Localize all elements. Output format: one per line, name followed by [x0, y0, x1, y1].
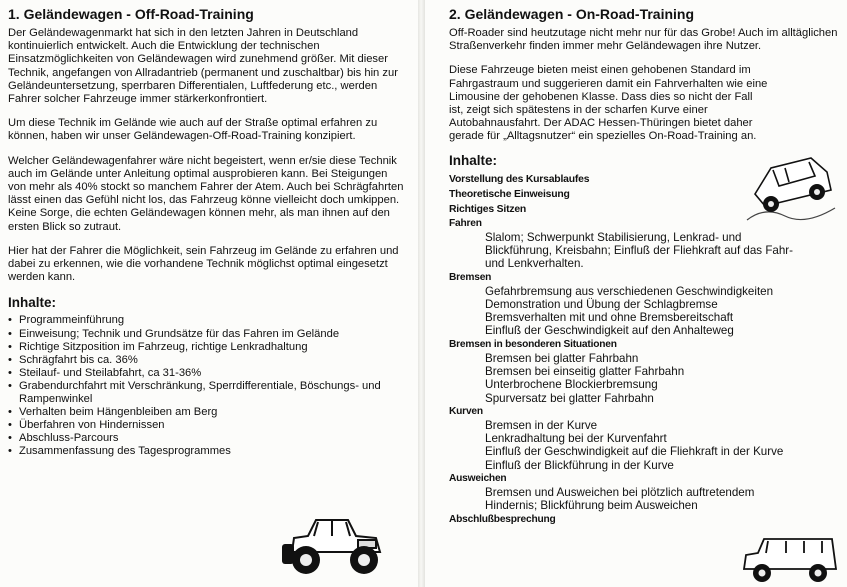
section-heading-bremsen: Bremsen [449, 271, 492, 283]
right-paragraph-2: Diese Fahrzeuge bieten meist einen gehobenen Standard im Fahrgastraum und suggerieren damit ein Fahrverhalten wie eine Limousine der gehobenen Klasse. Dass dies so nicht der Fall ist, zeigt sich spätestens in der scharfen Kurve einer Autobahnausfahrt. Der ADAC Hessen-Thüringen bietet daher gerade für „Alltagsnutzer“ ein spezielles On-Road-Training an. [449, 64, 768, 143]
section-heading-bremsen-besondere: Bremsen in besonderen Situationen [449, 338, 617, 350]
section-item: Bremsverhalten mit und ohne Bremsbereitschaft [485, 311, 734, 325]
section-heading-fahren: Fahren [449, 217, 482, 229]
list-item: • Zusammenfassung des Tagesprogrammes [8, 445, 408, 458]
left-contents-heading: Inhalte: [8, 295, 57, 311]
section-item: Bremsen in der Kurve [485, 418, 598, 432]
left-paragraph-2: Um diese Technik im Gelände wie auch auf der Straße optimal erfahren zu können, haben wir unser Geländewagen-Off-Road-Training konzipiert. [8, 117, 378, 143]
section-item: Einfluß der Geschwindigkeit auf den Anhalteweg [485, 324, 734, 338]
closing-item: Abschlußbesprechung [449, 513, 556, 525]
list-item: • Verhalten beim Hängenbleiben am Berg [8, 406, 408, 419]
jeep-wrangler-icon [278, 508, 388, 580]
right-contents-heading: Inhalte: [449, 152, 498, 168]
list-item: • Abschluss-Parcours [8, 432, 408, 445]
list-item: • Richtige Sitzposition im Fahrzeug, richtige Lenkradhaltung [8, 341, 408, 354]
left-paragraph-1: Der Geländewagenmarkt hat sich in den letzten Jahren in Deutschland kontinuierlich entwickelt. Auch die Entwicklung der technischen Einsatzmöglichkeiten von Geländewagen wird zunehmend größer. Mit dieser Technik, angefangen von Allradantrieb (permanent und zuschaltbar) bis hin zur Geländeuntersetzung, sperrbaren Differentialen, Luftfederung etc., werden Fahrer solcher Fahrzeuge immer stärkerkonfrontiert. [8, 27, 398, 106]
left-paragraph-3: Welcher Geländewagenfahrer wäre nicht begeistert, wenn er/sie diese Technik auch im Gelände unter Anleitung optimal ausprobieren kann. Bei Steigungen von mehr als 40% stockt so manchem Fahrer der Atem. Auch bei Schrägfahrten lässt einen das Gefühl nicht los, das Fahrzeug könne vielleicht doch umkippen. Keine Sorge, die echten Geländewagen können mehr, als man ihnen auf den ersten Blick so zutraut. [8, 154, 404, 233]
left-title: 1. Geländewagen - Off-Road-Training [8, 6, 254, 22]
section-item: Slalom; Schwerpunkt Stabilisierung, Lenkrad- und Blickführung, Kreisbahn; Einfluß der Fliehkraft auf das Fahr- und Lenkverhalten. [485, 230, 794, 271]
list-item: • Schrägfahrt bis ca. 36% [8, 354, 408, 367]
section-item: Unterbrochene Blockierbremsung [485, 378, 658, 392]
page-spine [418, 0, 425, 587]
section-heading-ausweichen: Ausweichen [449, 473, 507, 485]
suv-gwagen-icon [740, 535, 840, 585]
right-paragraph-1: Off-Roader sind heutzutage nicht mehr nur für das Grobe! Auch im alltäglichen Straßenverkehr finden immer mehr Geländewagen ihre Nutzer. [449, 27, 838, 53]
list-item: • Programmeinführung [8, 314, 408, 327]
list-item: • Grabendurchfahrt mit Verschränkung, Sperrdifferentiale, Böschungs- und Rampenwinkel [8, 380, 408, 406]
right-page [425, 0, 847, 587]
left-contents-list [8, 314, 408, 458]
top-item: Theoretische Einweisung [449, 188, 570, 200]
section-item: Spurversatz bei glatter Fahrbahn [485, 391, 654, 405]
section-item: Einfluß der Geschwindigkeit auf die Fliehkraft in der Kurve [485, 445, 784, 459]
section-item: Bremsen bei glatter Fahrbahn [485, 351, 639, 365]
section-item: Einfluß der Blickführung in der Kurve [485, 458, 674, 472]
list-item: • Überfahren von Hindernissen [8, 419, 408, 432]
list-item: • Steilauf- und Steilabfahrt, ca 31-36% [8, 367, 408, 380]
top-item: Richtiges Sitzen [449, 203, 527, 215]
section-item: Bremsen und Ausweichen bei plötzlich auftretendem Hindernis; Blickführung beim Ausweichen [485, 486, 755, 513]
top-item: Vorstellung des Kursablaufes [449, 173, 590, 185]
jeep-offroad-icon [745, 150, 837, 230]
section-item: Demonstration und Übung der Schlagbremse [485, 297, 718, 311]
section-heading-kurven: Kurven [449, 405, 483, 417]
list-item: • Einweisung; Technik und Grundsätze für das Fahren im Gelände [8, 328, 408, 341]
right-title: 2. Geländewagen - On-Road-Training [449, 6, 695, 22]
section-item: Bremsen bei einseitig glatter Fahrbahn [485, 365, 685, 378]
section-item: Gefahrbremsung aus verschiedenen Geschwindigkeiten [485, 284, 774, 298]
left-paragraph-4: Hier hat der Fahrer die Möglichkeit, sein Fahrzeug im Gelände zu erfahren und dabei zu erkennen, wie die vorhandene Technik möglichst optimal eingesetzt werden kann. [8, 244, 399, 284]
section-item: Lenkradhaltung bei der Kurvenfahrt [485, 432, 667, 446]
left-page [0, 0, 418, 587]
